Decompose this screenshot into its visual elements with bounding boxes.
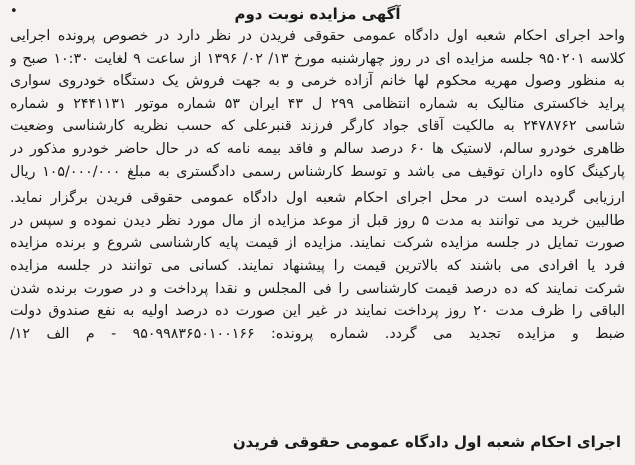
body-line: ضبط و مزایده تجدید می گردد. شماره پرونده: ۹۵۰۹۹۸۳۶۵۰۱۰۰۱۶۶ - م الف ۱۲/: [10, 325, 625, 342]
body-line: شاسی ۲۴۷۸۷۶۲ به مالکیت آقای جواد کارگر فرزند قنبرعلی که حسب نظریه کارشناسی وضعیت: [10, 118, 625, 135]
body-line: الباقی را ظرف مدت ۲۰ روز پرداخت نمایند در غیر این صورت ده درصد اولیه به نفع صندوق دولت: [10, 303, 625, 320]
body-line: فرد یا افرادی می باشند که بالاترین قیمت را پیشنهاد نمایند. کسانی می توانند در جلسه مزایده: [10, 257, 625, 274]
body-line: ظاهری خودرو سالم، لاستیک ها ۶۰ درصد سالم و فاقد بیمه نامه که در حال حاضر خودرو مذکور در: [10, 140, 625, 157]
body-line: واحد اجرای احکام شعبه اول دادگاه عمومی حقوقی فریدن در نظر دارد در خصوص پرونده اجرایی: [10, 28, 625, 44]
notice-body-part2: [10, 187, 625, 345]
body-line: صورت تمایل در جلسه مزایده شرکت نمایند. مزایده از قیمت پایه کارشناسی شروع و برنده مزایده: [10, 235, 625, 252]
body-line: طالبین خرید می توانند به مدت ۵ روز قبل از موعد مزایده از مال مورد نظر دیدن نموده و سپس در: [10, 212, 625, 229]
notice-signature: اجرای احکام شعبه اول دادگاه عمومی حقوقی فریدن: [232, 433, 621, 451]
body-line: پراید خاکستری متالیک به شماره انتظامی ۲۹۹ ل ۴۳ ایران ۵۳ شماره موتور ۲۴۴۱۱۳۱ و شماره: [10, 95, 625, 112]
body-line: به منظور وصول مهریه محکوم لها خانم آزاده خرمی و به جهت فروش یک دستگاه خودروی سواری: [10, 73, 625, 90]
notice-title: آگهی مزایده نوبت دوم: [234, 5, 401, 23]
body-line: کلاسه ۹۵۰۲۰۱ جلسه مزایده ای در روز چهارشنبه مورخ ۱۳/ ۰۲/ ۱۳۹۶ از ساعت ۹ لغایت ۱۰:۳۰ صبح و: [10, 50, 625, 67]
body-line: شرکت نمایند که ده درصد قیمت کارشناسی را فی المجلس و نقدا پرداخت و در صورت برنده شدن: [10, 280, 625, 297]
body-line: ارزیابی گردیده است در محل اجرای احکام شعبه اول دادگاه عمومی حقوقی فریدن برگزار نماید.: [10, 190, 625, 207]
corner-mark: •: [10, 4, 18, 19]
body-line: پارکینگ کاوه داران توقیف می باشد و توسط کارشناس رسمی دادگستری به مبلغ ۱۰۵/۰۰۰/۰۰۰ ریال: [10, 163, 625, 180]
notice-body-part1: [10, 25, 625, 183]
